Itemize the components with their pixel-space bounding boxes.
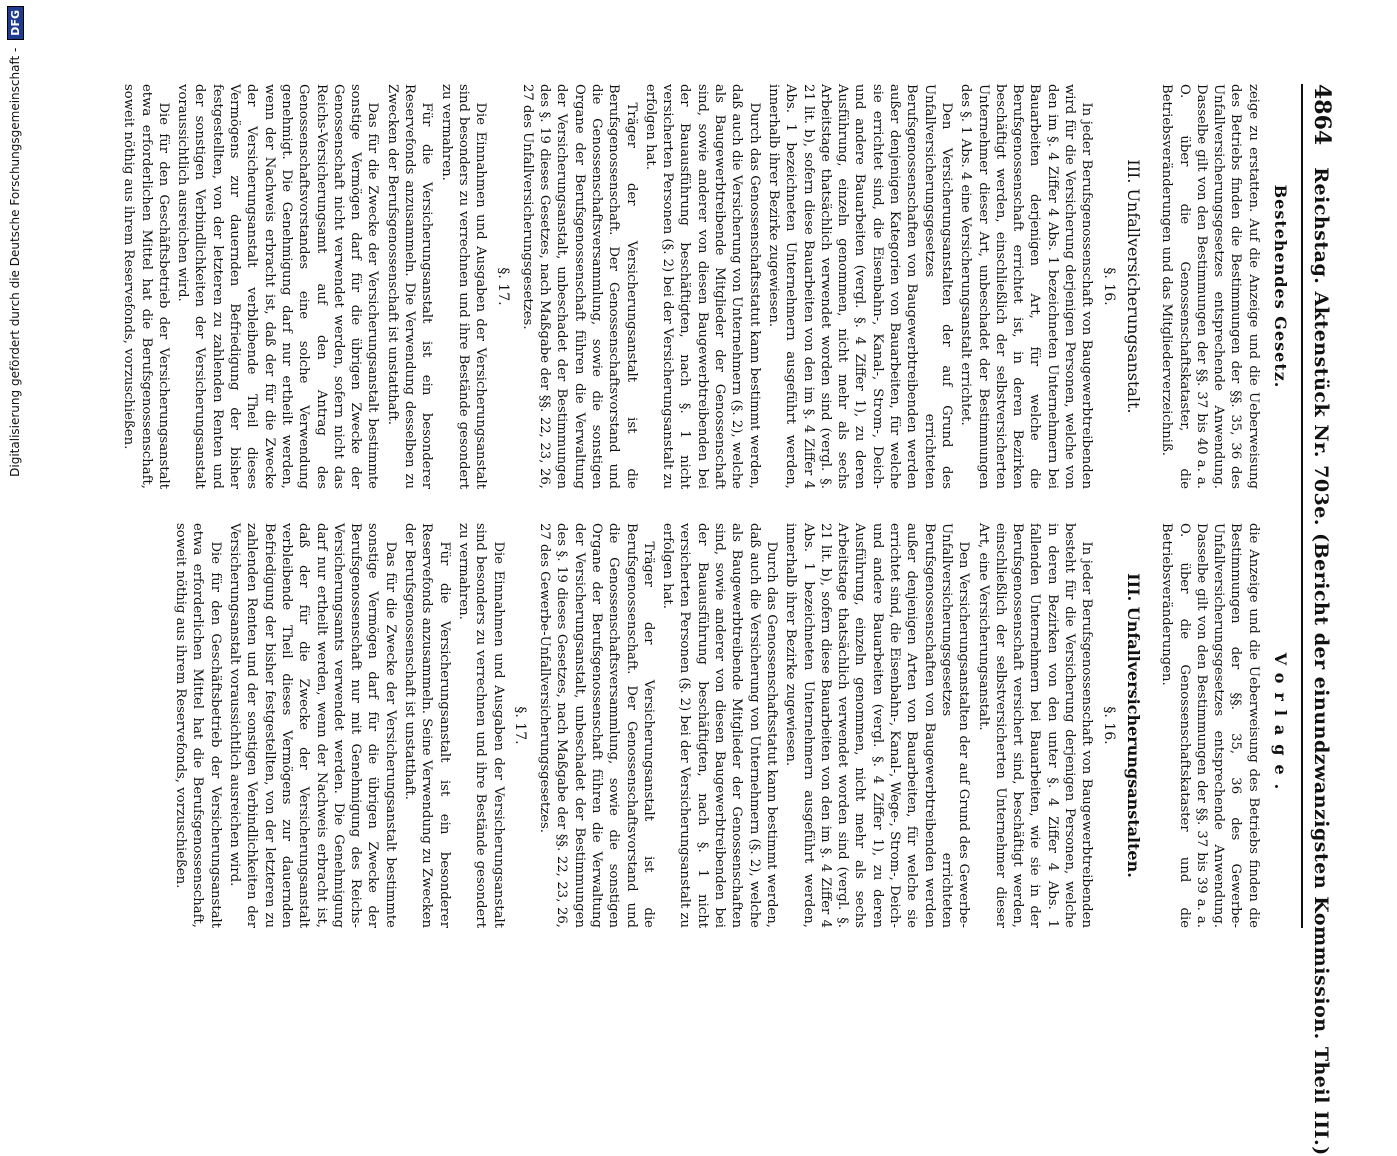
body-paragraph: Den Versicherungsanstalten der auf Grund des Gewerbe-Unfallversicherungsgesetzes errichteten Berufsgenossenschaften von Baugewerbtreibenden werden außer denjenigen Arten von Bauarbeiten, für welche sie errichtet sind, die Eisenbahn-, Kanal-, Wege-, Strom-, Deich- und andere Bauarbeiten (vergl. §. 4 Ziffer 1), zu deren Ausführung, einzeln genommen, nicht mehr als sechs Arbeitstage thatsächlich verwendet worden sind (vergl. §. 21 lit. b), sofern diese Bauarbeiten von den im §. 4 Ziffer 4 Abs. 1 bezeichneten Unternehmern ausgeführt werden, innerhalb ihrer Bezirke zugewiesen.: [783, 523, 972, 928]
body-paragraph: In jeder Berufsgenossenschaft von Baugewerbtreibenden wird für die Versicherung derjenigen Personen, welche von den im §. 4 Ziffer 4 Abs. 1 bezeichneten Unternehmern bei Bauarbeiten derjenigen Art, für welche die Berufsgenossenschaft errichtet ist, in deren Bezirken beschäftigt werden, einschließlich der selbstversicherten Unternehmer dieser Art, unbeschadet der Bestimmungen des §. 1 Abs. 4 eine Versicherungsanstalt errichtet.: [958, 84, 1095, 489]
paragraph-number: §. 16.: [1100, 267, 1117, 306]
body-paragraph: Durch das Genossenschaftsstatut kann bestimmt werden, daß auch die Versicherung von Unternehmern (§. 2), welche als Baugewerbtreibende Mitglieder der Genossenschaften sind, sowie anderer von diesen Baugewerbtreibenden bei der Bauausführung beschäftigten, nach §. 1 nicht versicherten Personen (§. 2) bei der Versicherungsanstalt zu erfolgen hat.: [660, 523, 779, 928]
intro-paragraph: zeige zu erstatten. Auf die Anzeige und die Ueberweisung des Betriebs finden die Bestimmungen der §§. 35, 36 des Unfallversicherungsgesetzes entsprechende Anwendung. Dasselbe gilt von den Bestimmungen der §§. 37 bis 40 a. a. O. über die Genossenschaftskataster, die Betriebsveränderungen und das Mitgliederverzeichniß.: [1159, 84, 1261, 489]
body-paragraph: In jeder Berufsgenossenschaft von Baugewerbtreibenden besteht für die Versicherung derjenigen Personen, welche in deren Bezirken von den unter §. 4 Ziffer 4 Abs. 1 fallenden Unternehmern bei Bauarbeiten, wie sie in der Berufsgenossenschaft versichert sind, beschäftigt werden, einschließlich der selbstversicherten Unternehmer dieser Art, eine Versicherungsanstalt.: [975, 523, 1095, 928]
section-heading: III. Unfallversicherungsanstalten.: [1123, 573, 1143, 878]
body-paragraph: Träger der Versicherungsanstalt ist die Berufsgenossenschaft. Der Genossenschaftsvorstand und die Genossenschaftsversammlung, sowie die sonstigen Organe der Berufsgenossenschaft führen die Verwaltung der Versicherungsanstalt, unbeschadet der Bestimmungen des §. 19 dieses Gesetzes, nach Maßgabe der §§. 22, 23, 26, 27 des Gewerbe-Unfallversicherungsgesetzes.: [537, 523, 656, 928]
body-paragraph: Träger der Versicherungsanstalt ist die Berufsgenossenschaft. Der Genossenschaftsvorstand und die Genossenschaftsversammlung, sowie die sonstigen Organe der Berufsgenossenschaft führen die Verwaltung der Versicherungsanstalt, unbeschadet der Bestimmungen des §. 19 dieses Gesetzes, nach Maßgabe der §§. 22, 23, 26, 27 des Unfallversicherungsgesetzes.: [519, 84, 639, 489]
body-paragraph: Für die Versicherungsanstalt ist ein besonderer Reservefonds anzusammeln. Seine Verwendung zu Zwecken der Berufsgenossenschaft ist unstatthaft.: [402, 523, 452, 928]
body-paragraph: Das für die Zwecke der Versicherungsanstalt bestimmte sonstige Vermögen darf für die übrigen Zwecke der Berufsgenossenschaft nur mit Genehmigung des Reichs-Versicherungsamts verwendet werden. Die Genehmigung darf nur ertheilt werden, wenn der Nachweis erbracht ist, daß der für die Zwecke der Versicherungsanstalt verbleibende Theil dieses Vermögens zur dauernden Befriedigung der bisher festgestellten, von der letzteren zu zahlenden Renten und der sonstigen Verbindlichkeiten der Versicherungsanstalt voraussichtlich ausreichen wird.: [227, 523, 398, 928]
body-paragraph: Den Versicherungsanstalten der auf Grund des Unfallversicherungsgesetzes errichteten Berufsgenossenschaften von Baugewerbtreibenden werden außer denjenigen Kategorien von Bauarbeiten, für welche sie errichtet sind, die Eisenbahn-, Kanal-, Strom-, Deich- und andere Bauarbeiten (vergl. §. 4 Ziffer 1), zu deren Ausführung, einzeln genommen, nicht mehr als sechs Arbeitstage thatsächlich verwendet worden sind (vergl. §. 21 lit. b), sofern diese Bauarbeiten von den im §. 4 Ziffer 4 Abs. 1 bezeichneten Unternehmern ausgeführt werden, innerhalb ihrer Bezirke zugewiesen.: [765, 84, 954, 489]
paragraph-number: §. 17.: [511, 706, 528, 745]
body-paragraph: Durch das Genossenschaftsstatut kann bestimmt werden, daß auch die Versicherung von Unternehmern (§. 2), welche als Baugewerbtreibende Mitglieder der Genossenschaft sind, sowie anderer von diesen Baugewerbtreibenden bei der Bauausführung beschäftigten, nach §. 1 nicht versicherten Personen (§. 2) bei der Versicherungsanstalt zu erfolgen hat.: [642, 84, 762, 489]
page-number: 4864: [1309, 84, 1335, 146]
digitization-credit: [0, 0, 30, 1000]
body-paragraph: Die Einnahmen und Ausgaben der Versicherungsanstalt sind besonders zu verrechnen und ihre Bestände gesondert zu vermahren.: [455, 523, 506, 928]
credit-text: Digitalisierung gefördert durch die Deutsche Forschungsgemeinschaft -: [8, 47, 22, 477]
column-existing-law: [118, 84, 1289, 489]
column-proposal: [118, 523, 1289, 928]
header-title: Reichstag. Aktenstück Nr. 703e. (Bericht der einundzwanzigsten Kommission. Theil III.): [1310, 167, 1332, 1156]
page-header: [1301, 84, 1335, 1156]
dfg-logo: DFG: [7, 6, 24, 40]
body-paragraph: Das für die Zwecke der Versicherungsanstalt bestimmte sonstige Vermögen darf für die übrigen Zwecke der Genossenschaft nicht verwendet werden, sofern nicht das Reichs-Versicherungsamt auf den Antrag des Genossenschaftsvorstandes eine solche Verwendung genehmigt. Die Genehmigung darf nur ertheilt werden, wenn der Nachweis erbracht ist, daß der für die Zwecke der Versicherungsanstalt verbleibende Theil dieses Vermögens zur dauernden Befriedigung der bisher festgestellten, von der letzteren zu zahlenden Renten und der sonstigen Verbindlichkeiten der Versicherungsanstalt voraussichtlich ausreichen wird.: [175, 84, 381, 489]
body-paragraph: Die für den Geschäftsbetrieb der Versicherungsanstalt etwa erforderlichen Mittel hat die Berufsgenossenschaft, soweit nöthig aus ihrem Reservefonds, vorzuschießen.: [121, 84, 171, 489]
intro-paragraph: die Anzeige und die Ueberweisung des Betriebs finden die Bestimmungen der §§. 35, 36 des Gewerbe-Unfallversicherungsgesetzes entsprechende Anwendung. Dasselbe gilt von den Bestimmungen der §§. 37 bis 39 a. a. O. über die Genossenschaftskataster und die Betriebsveränderungen.: [1159, 523, 1261, 928]
section-heading: III. Unfallversicherungsanstalt.: [1123, 159, 1143, 414]
column-heading: Vorlage.: [1271, 652, 1290, 799]
paragraph-number: §. 17.: [494, 267, 511, 306]
body-paragraph: Für die Versicherungsanstalt ist ein besonderer Reservefonds anzusammeln. Die Verwendung desselben zu Zwecken der Berufsgenossenschaft ist unstatthaft.: [384, 84, 435, 489]
column-heading: Bestehendes Gesetz.: [1271, 184, 1290, 389]
body-paragraph: Die Einnahmen und Ausgaben der Versicherungsanstalt sind besonders zu verrechnen und ihre Bestände gesondert zu vermahren.: [438, 84, 489, 489]
paragraph-number: §. 16.: [1100, 706, 1117, 745]
body-paragraph: Die für den Geschäftsbetrieb der Versicherungsanstalt etwa erforderlichen Mittel hat die Berufsgenossenschaft, soweit nöthig aus ihrem Reservefonds, vorzuschießen.: [173, 523, 223, 928]
two-column-body: [118, 84, 1289, 928]
